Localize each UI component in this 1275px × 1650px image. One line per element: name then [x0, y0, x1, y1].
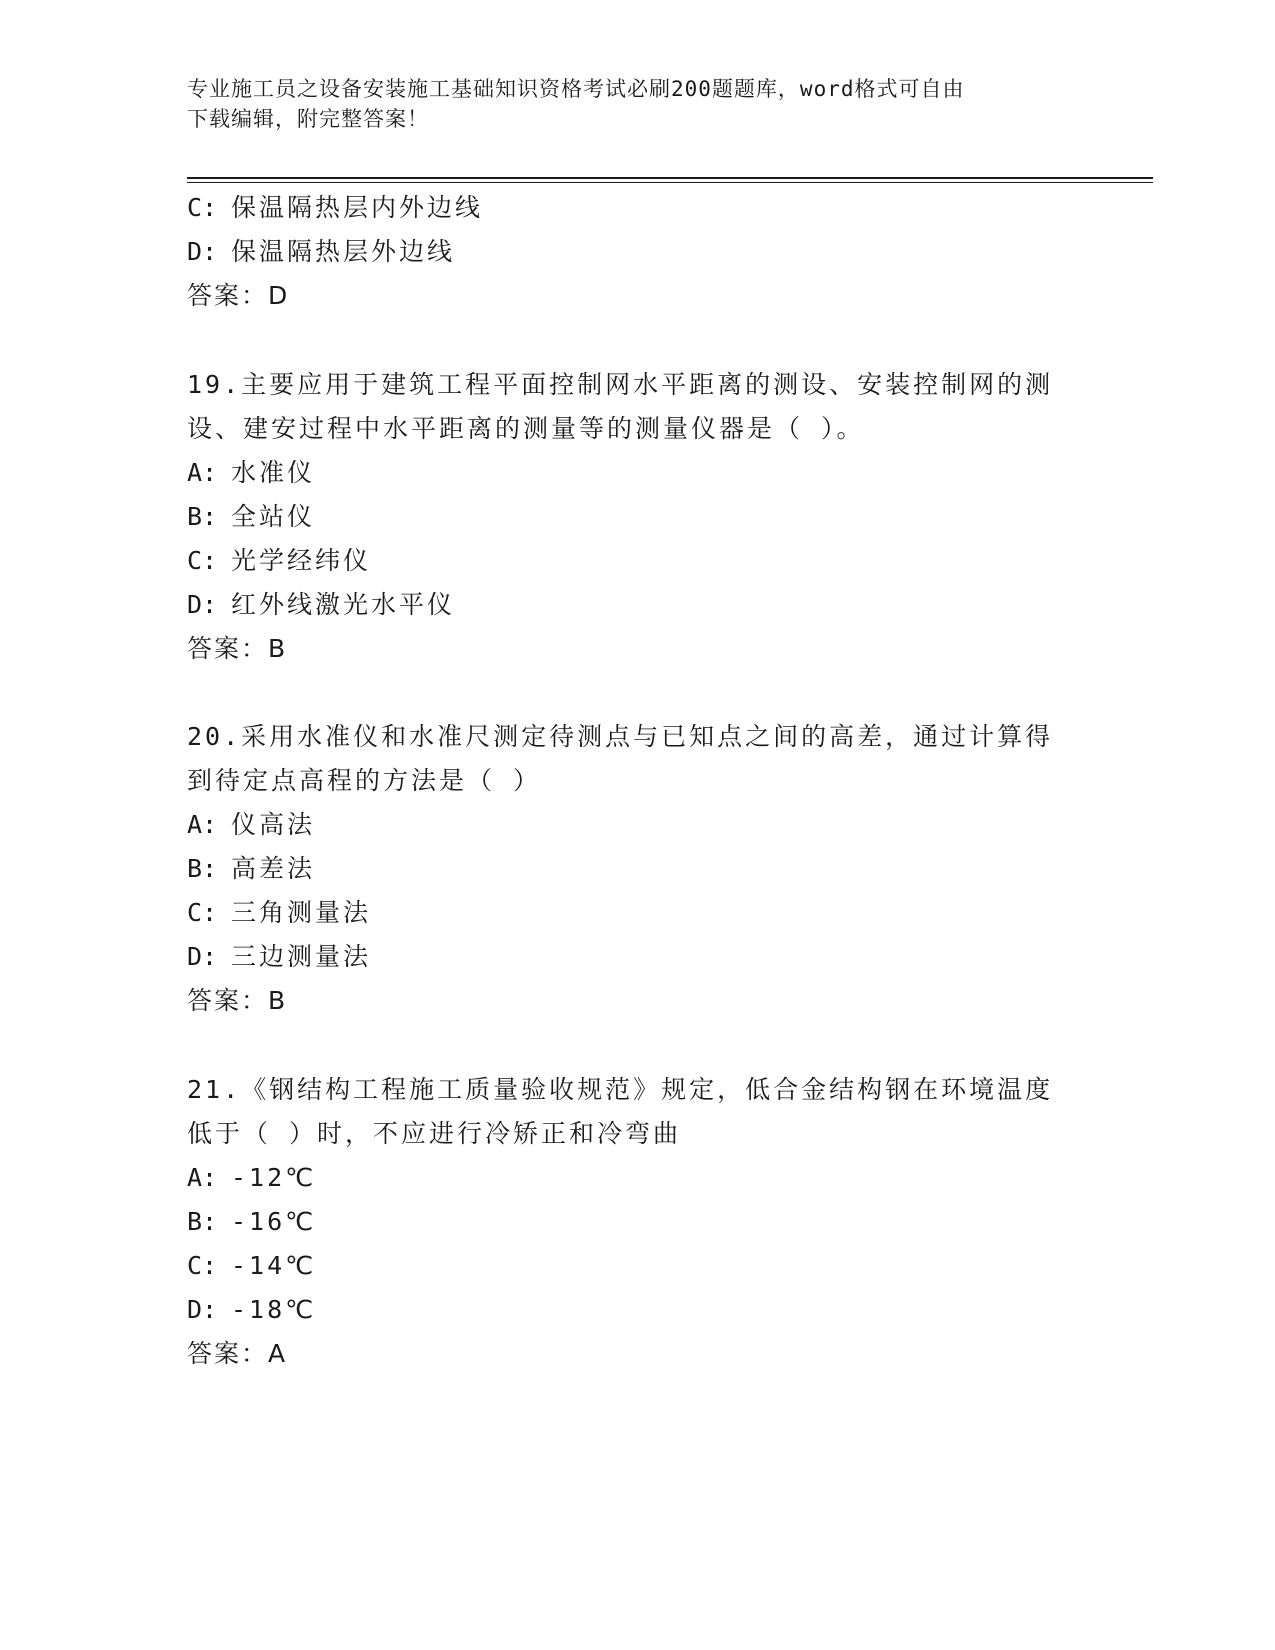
option-prefix: D:	[187, 590, 218, 619]
option-a	[187, 458, 315, 488]
option-text: 高差法	[231, 854, 316, 883]
answer: 答案：A	[187, 1339, 288, 1368]
option-prefix: A:	[187, 810, 218, 839]
option-b	[187, 854, 315, 884]
document-header	[187, 74, 1087, 134]
option-prefix: D:	[187, 237, 218, 266]
answer: 答案：B	[187, 634, 288, 663]
option-d	[187, 942, 371, 972]
option-text: 光学经纬仪	[231, 546, 372, 575]
question-20-stem-line-2: 到待定点高程的方法是（ ）	[187, 766, 542, 795]
option-text: 水准仪	[231, 458, 316, 487]
option-text: 红外线激光水平仪	[231, 590, 456, 619]
option-d	[187, 1295, 316, 1325]
option-text: 全站仪	[231, 502, 316, 531]
option-text: 三边测量法	[231, 942, 372, 971]
option-prefix: C:	[187, 1251, 218, 1280]
option-b	[187, 1207, 316, 1237]
option-text: 三角测量法	[231, 898, 372, 927]
answer: 答案：B	[187, 986, 288, 1015]
option-d	[187, 590, 455, 620]
answer: 答案：D	[187, 281, 290, 310]
header-divider-thick	[187, 177, 1153, 179]
question-21-stem-line-2: 低于（ ）时，不应进行冷矫正和冷弯曲	[187, 1119, 682, 1148]
option-text: -14℃	[231, 1251, 317, 1280]
option-prefix: C:	[187, 898, 218, 927]
question-19-stem-line-1: 19.主要应用于建筑工程平面控制网水平距离的测设、安装控制网的测	[187, 370, 1054, 399]
header-line-2: 下载编辑，附完整答案！	[187, 107, 429, 131]
option-text: 保温隔热层外边线	[231, 237, 456, 266]
question-19-stem-line-2: 设、建安过程中水平距离的测量等的测量仪器是（ ）。	[187, 414, 865, 443]
option-prefix: A:	[187, 1163, 218, 1192]
option-prefix: B:	[187, 854, 218, 883]
option-c	[187, 546, 371, 576]
option-prefix: B:	[187, 1207, 218, 1236]
option-text: -12℃	[231, 1163, 317, 1192]
option-prefix: C:	[187, 546, 218, 575]
option-text: -16℃	[231, 1207, 317, 1236]
option-c	[187, 193, 483, 223]
option-d	[187, 237, 455, 267]
option-prefix: D:	[187, 942, 218, 971]
option-prefix: A:	[187, 458, 218, 487]
header-line-1: 专业施工员之设备安装施工基础知识资格考试必刷200题题库，word格式可自由	[187, 77, 965, 101]
option-b	[187, 502, 315, 532]
question-21-stem-line-1: 21.《钢结构工程施工质量验收规范》规定，低合金结构钢在环境温度	[187, 1075, 1054, 1104]
option-text: 仪高法	[231, 810, 316, 839]
option-text: -18℃	[231, 1295, 317, 1324]
option-a	[187, 1163, 316, 1193]
option-a	[187, 810, 315, 840]
question-20-stem-line-1: 20.采用水准仪和水准尺测定待测点与已知点之间的高差，通过计算得	[187, 722, 1054, 751]
option-c	[187, 898, 371, 928]
option-prefix: D:	[187, 1295, 218, 1324]
option-c	[187, 1251, 316, 1281]
option-text: 保温隔热层内外边线	[231, 193, 484, 222]
option-prefix: C:	[187, 193, 218, 222]
option-prefix: B:	[187, 502, 218, 531]
header-divider-thin	[187, 182, 1153, 183]
